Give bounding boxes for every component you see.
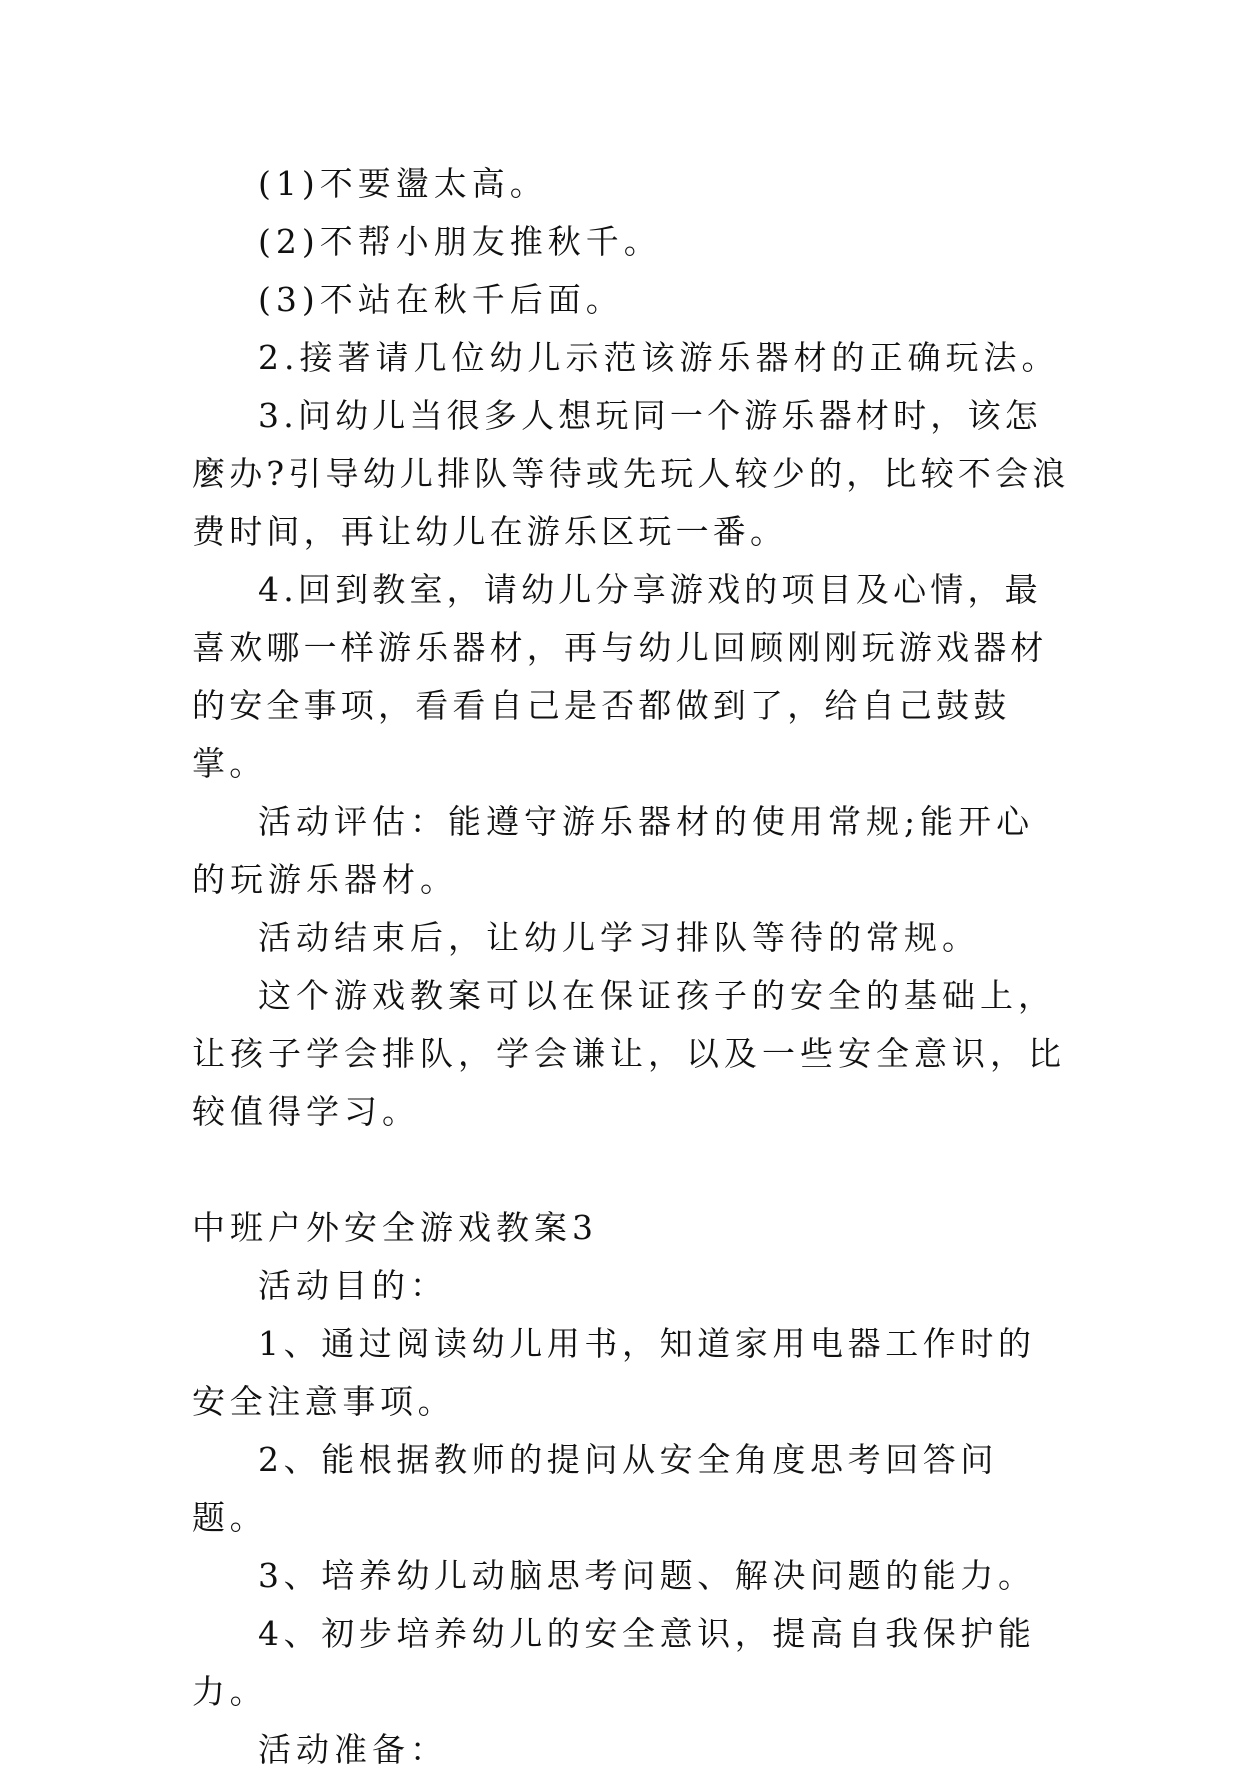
paragraph-evaluation: 活动评估：能遵守游乐器材的使用常规;能开心的玩游乐器材。 — [192, 802, 1035, 899]
paragraph-rule-3: (3)不站在秋千后面。 — [258, 280, 624, 319]
paragraph-summary: 这个游戏教案可以在保证孩子的安全的基础上，让孩子学会排队，学会谦让，以及一些安全意识，比较值得学习。 — [192, 976, 1066, 1131]
document-body — [192, 155, 1072, 1779]
paragraph-goal-2: 2、能根据教师的提问从安全角度思考回答问题。 — [192, 1440, 998, 1537]
paragraph-step-2: 2.接著请几位幼儿示范该游乐器材的正确玩法。 — [258, 338, 1060, 377]
paragraph-rule-1: (1)不要盪太高。 — [258, 164, 548, 203]
section-title: 中班户外安全游戏教案3 — [192, 1208, 598, 1247]
paragraph-step-4: 4.回到教室，请幼儿分享游戏的项目及心情，最喜欢哪一样游乐器材，再与幼儿回顾刚刚玩游戏器材的安全事项，看看自己是否都做到了，给自己鼓鼓掌。 — [192, 570, 1048, 783]
paragraph-step-3: 3.问幼儿当很多人想玩同一个游乐器材时，该怎麼办?引导幼儿排队等待或先玩人较少的，比较不会浪费时间，再让幼儿在游乐区玩一番。 — [192, 396, 1070, 551]
paragraph-goal-1: 1、通过阅读幼儿用书，知道家用电器工作时的安全注意事项。 — [192, 1324, 1036, 1421]
paragraph-preparation-heading: 活动准备： — [258, 1730, 448, 1769]
paragraph-goals-heading: 活动目的： — [258, 1266, 448, 1305]
paragraph-after-activity: 活动结束后，让幼儿学习排队等待的常规。 — [258, 918, 980, 957]
paragraph-goal-4: 4、初步培养幼儿的安全意识，提高自我保护能力。 — [192, 1614, 1036, 1711]
paragraph-goal-3: 3、培养幼儿动脑思考问题、解决问题的能力。 — [258, 1556, 1036, 1595]
paragraph-rule-2: (2)不帮小朋友推秋千。 — [258, 222, 662, 261]
